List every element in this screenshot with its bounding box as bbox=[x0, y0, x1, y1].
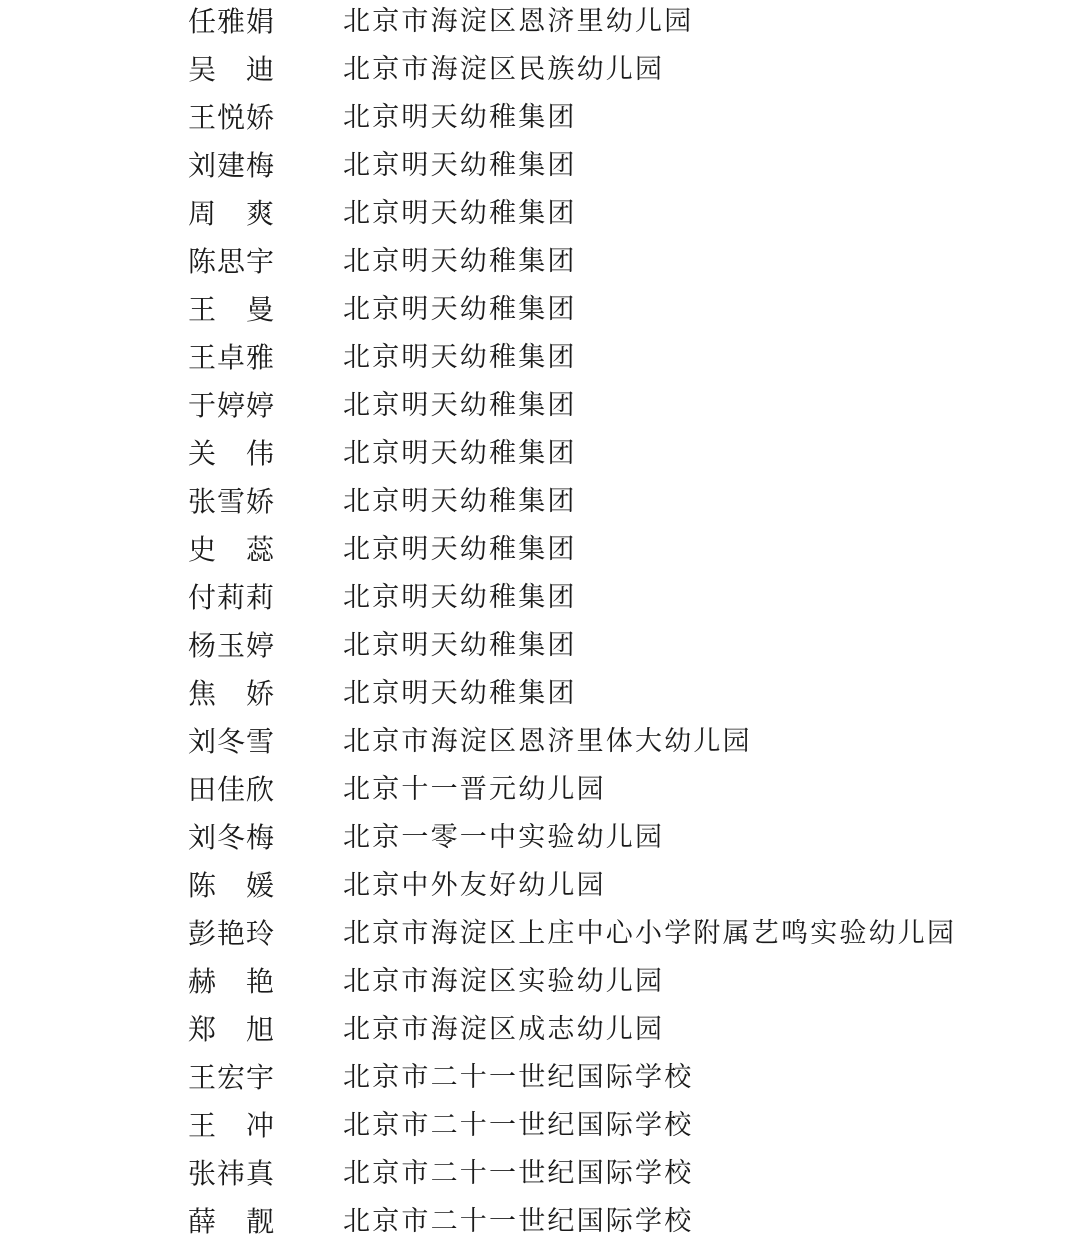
list-item bbox=[0, 288, 1080, 336]
list-item bbox=[0, 1056, 1080, 1104]
list-item bbox=[0, 192, 1080, 240]
person-name: 王宏宇 bbox=[188, 1061, 274, 1094]
organization-name: 北京明天幼稚集团 bbox=[343, 246, 577, 277]
person-name: 郑 旭 bbox=[188, 1013, 274, 1046]
person-name: 刘冬梅 bbox=[188, 821, 274, 854]
organization-name: 北京市二十一世纪国际学校 bbox=[343, 1158, 694, 1189]
list-item bbox=[0, 672, 1080, 720]
list-item bbox=[0, 768, 1080, 816]
person-name: 周 爽 bbox=[188, 197, 274, 230]
person-name: 刘冬雪 bbox=[188, 725, 274, 758]
organization-name: 北京市二十一世纪国际学校 bbox=[343, 1206, 694, 1237]
organization-name: 北京市海淀区民族幼儿园 bbox=[343, 54, 665, 85]
person-name: 任雅娟 bbox=[188, 5, 274, 38]
person-name: 关 伟 bbox=[188, 437, 274, 470]
person-name: 赫 艳 bbox=[188, 965, 274, 998]
list-item bbox=[0, 816, 1080, 864]
organization-name: 北京明天幼稚集团 bbox=[343, 630, 577, 661]
person-name: 张祎真 bbox=[188, 1157, 274, 1190]
organization-name: 北京明天幼稚集团 bbox=[343, 438, 577, 469]
person-name: 杨玉婷 bbox=[188, 629, 274, 662]
person-name: 焦 娇 bbox=[188, 677, 274, 710]
list-item bbox=[0, 432, 1080, 480]
list-item bbox=[0, 336, 1080, 384]
person-name: 史 蕊 bbox=[188, 533, 274, 566]
list-item bbox=[0, 1152, 1080, 1200]
person-name: 陈 媛 bbox=[188, 869, 274, 902]
list-item bbox=[0, 384, 1080, 432]
organization-name: 北京市海淀区实验幼儿园 bbox=[343, 966, 665, 997]
organization-name: 北京明天幼稚集团 bbox=[343, 582, 577, 613]
organization-name: 北京明天幼稚集团 bbox=[343, 102, 577, 133]
list-item bbox=[0, 96, 1080, 144]
person-name: 王卓雅 bbox=[188, 341, 274, 374]
list-item bbox=[0, 528, 1080, 576]
person-name: 于婷婷 bbox=[188, 389, 274, 422]
list-item bbox=[0, 0, 1080, 48]
person-name: 王悦娇 bbox=[188, 101, 274, 134]
organization-name: 北京市海淀区恩济里体大幼儿园 bbox=[343, 726, 752, 757]
list-item bbox=[0, 624, 1080, 672]
organization-name: 北京明天幼稚集团 bbox=[343, 198, 577, 229]
list-item bbox=[0, 480, 1080, 528]
person-name: 付莉莉 bbox=[188, 581, 274, 614]
organization-name: 北京一零一中实验幼儿园 bbox=[343, 822, 665, 853]
organization-name: 北京明天幼稚集团 bbox=[343, 150, 577, 181]
list-item bbox=[0, 1104, 1080, 1152]
person-name: 王 冲 bbox=[188, 1109, 274, 1142]
organization-name: 北京市海淀区恩济里幼儿园 bbox=[343, 6, 694, 37]
list-item bbox=[0, 240, 1080, 288]
person-name: 刘建梅 bbox=[188, 149, 274, 182]
person-name: 张雪娇 bbox=[188, 485, 274, 518]
person-name: 彭艳玲 bbox=[188, 917, 274, 950]
organization-name: 北京市二十一世纪国际学校 bbox=[343, 1110, 694, 1141]
person-name: 田佳欣 bbox=[188, 773, 274, 806]
person-name: 吴 迪 bbox=[188, 53, 274, 86]
list-item bbox=[0, 144, 1080, 192]
list-item bbox=[0, 960, 1080, 1008]
organization-name: 北京明天幼稚集团 bbox=[343, 486, 577, 517]
list-item bbox=[0, 48, 1080, 96]
organization-name: 北京市海淀区上庄中心小学附属艺鸣实验幼儿园 bbox=[343, 918, 957, 949]
list-item bbox=[0, 912, 1080, 960]
list-item bbox=[0, 864, 1080, 912]
list-item bbox=[0, 576, 1080, 624]
organization-name: 北京明天幼稚集团 bbox=[343, 294, 577, 325]
person-name: 陈思宇 bbox=[188, 245, 274, 278]
organization-name: 北京中外友好幼儿园 bbox=[343, 870, 606, 901]
list-item bbox=[0, 1200, 1080, 1248]
organization-name: 北京明天幼稚集团 bbox=[343, 678, 577, 709]
list-item bbox=[0, 720, 1080, 768]
person-name: 薛 靓 bbox=[188, 1205, 274, 1238]
organization-name: 北京十一晋元幼儿园 bbox=[343, 774, 606, 805]
organization-name: 北京明天幼稚集团 bbox=[343, 342, 577, 373]
organization-name: 北京市二十一世纪国际学校 bbox=[343, 1062, 694, 1093]
list-item bbox=[0, 1008, 1080, 1056]
person-name: 王 曼 bbox=[188, 293, 274, 326]
organization-name: 北京明天幼稚集团 bbox=[343, 534, 577, 565]
organization-name: 北京明天幼稚集团 bbox=[343, 390, 577, 421]
organization-name: 北京市海淀区成志幼儿园 bbox=[343, 1014, 665, 1045]
